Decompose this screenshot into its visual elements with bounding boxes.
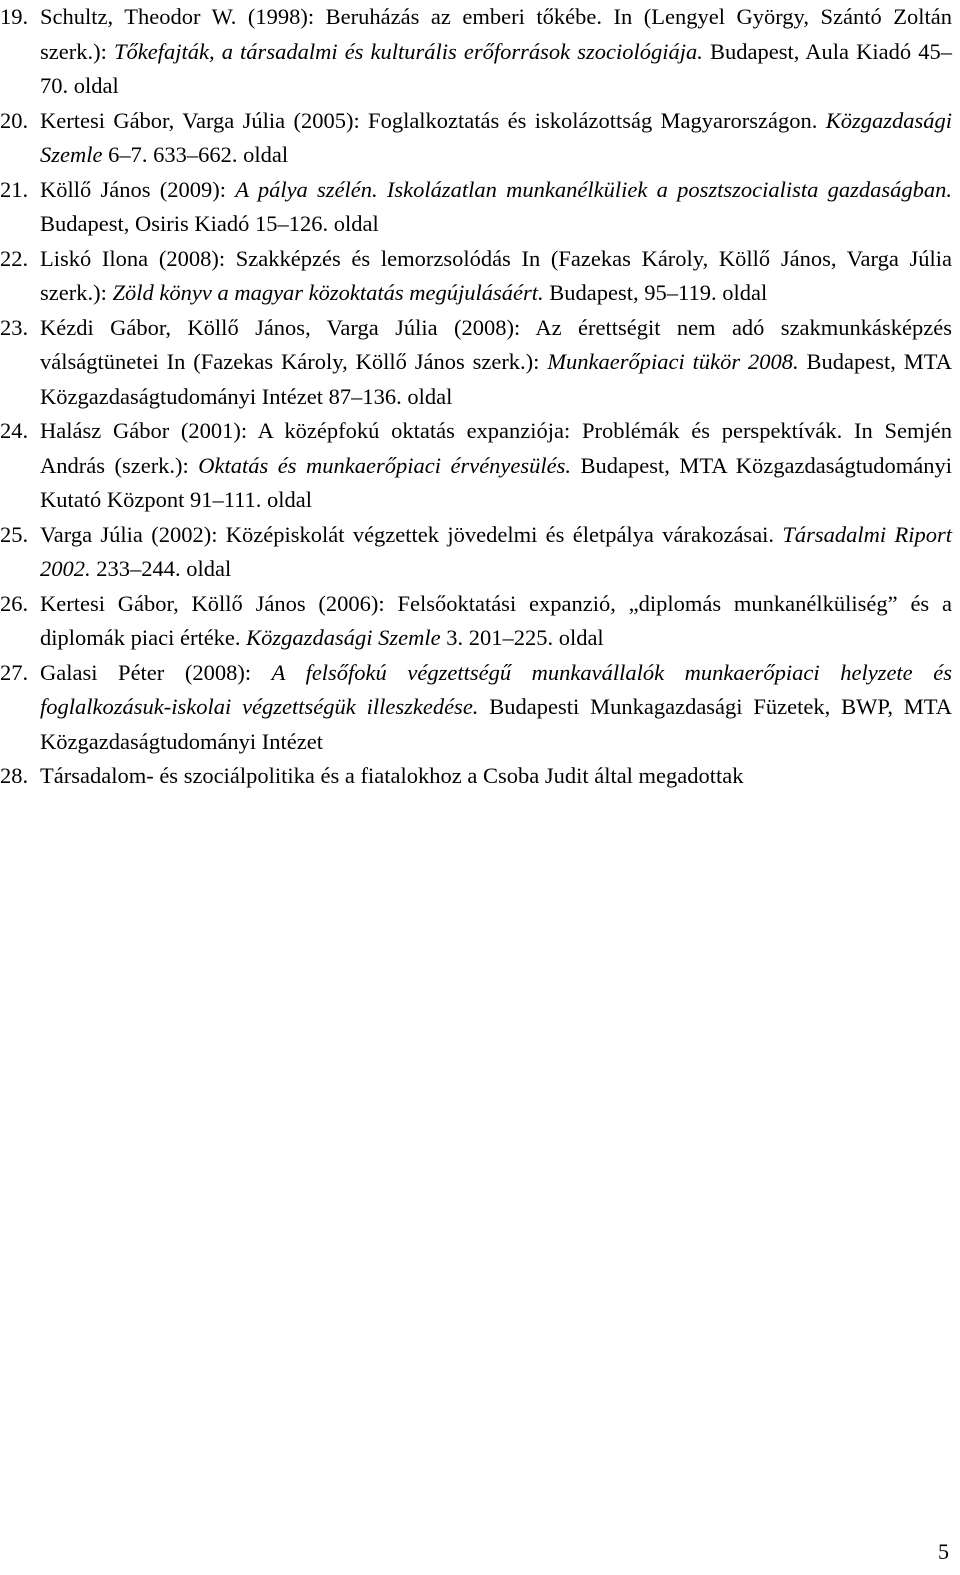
reference-item xyxy=(0,104,952,173)
reference-text-segment: 6–7. 633–662. oldal xyxy=(102,142,289,167)
reference-text-segment: Budapest, MTA Közgazdaságtudományi Intézet 87–136. oldal xyxy=(40,349,952,409)
reference-item xyxy=(0,311,952,415)
reference-text-segment: Kertesi Gábor, Varga Júlia (2005): Foglalkoztatás és iskolázottság Magyarországon. xyxy=(40,107,826,133)
reference-number: 27. xyxy=(0,659,29,685)
reference-text-segment: Budapesti Munkagazdasági Füzetek, BWP, MTA Közgazdaságtudományi Intézet xyxy=(40,694,952,754)
reference-text-segment: Társadalom- és szociálpolitika és a fiatalokhoz a Csoba Judit által megadottak xyxy=(40,763,744,788)
reference-text xyxy=(40,759,952,794)
reference-text-segment: Liskó Ilona (2008): Szakképzés és lemorzsolódás In (Fazekas Károly, Köllő János, Varga Júlia szerk.): xyxy=(40,245,952,305)
reference-text xyxy=(40,414,952,518)
reference-text-segment: Budapest, Osiris Kiadó 15–126. oldal xyxy=(40,211,379,236)
reference-text-segment: Budapest, 95–119. oldal xyxy=(543,280,768,305)
reference-item xyxy=(0,656,952,760)
reference-text-segment: Kertesi Gábor, Köllő János (2006): Felsőoktatási expanzió, „diplomás munkanélküliség” és a diplomák piaci értéke. xyxy=(40,590,952,650)
reference-title-italic: A pálya szélén. Iskolázatlan munkanélküliek a posztszocialista gazdaságban. xyxy=(235,176,952,202)
reference-text-segment: Halász Gábor (2001): A középfokú oktatás expanziója: Problémák és perspektívák. In Semjén András (szerk.): xyxy=(40,418,952,478)
reference-title-italic: Közgazdasági Szemle xyxy=(246,625,441,650)
reference-title-italic: Munkaerőpiaci tükör 2008. xyxy=(547,349,799,374)
reference-item xyxy=(0,242,952,311)
reference-text xyxy=(40,656,952,760)
reference-item xyxy=(0,173,952,242)
reference-item xyxy=(0,0,952,104)
reference-title-italic: Oktatás és munkaerőpiaci érvényesülés. xyxy=(198,452,572,478)
reference-text-segment: Köllő János (2009): xyxy=(40,176,236,202)
reference-text-segment: Galasi Péter (2008): xyxy=(40,659,272,685)
reference-item xyxy=(0,759,952,794)
reference-item xyxy=(0,518,952,587)
reference-number: 22. xyxy=(0,245,29,271)
reference-text-segment: Budapest, Aula Kiadó 45–70. oldal xyxy=(40,38,952,98)
reference-number: 23. xyxy=(0,314,29,340)
reference-text-segment: 3. 201–225. oldal xyxy=(440,625,604,650)
reference-number: 24. xyxy=(0,418,29,443)
reference-number: 26. xyxy=(0,590,29,616)
reference-text xyxy=(40,104,952,173)
reference-text-segment: Budapest, MTA Közgazdaságtudományi Kutató Központ 91–111. oldal xyxy=(40,452,952,512)
page-number: 5 xyxy=(938,1539,949,1564)
reference-title-italic: A felsőfokú végzettségű munkavállalók munkaerőpiaci helyzete és foglalkozásuk-iskolai végzettségük illeszkedése. xyxy=(40,659,952,719)
reference-number: 19. xyxy=(0,4,29,29)
reference-text xyxy=(40,173,952,242)
reference-text-segment: Varga Júlia (2002): Középiskolát végzettek jövedelmi és életpálya várakozásai. xyxy=(40,521,783,547)
reference-number: 20. xyxy=(0,107,29,133)
reference-title-italic: Zöld könyv a magyar közoktatás megújulásáért. xyxy=(112,280,544,305)
reference-text-segment: Schultz, Theodor W. (1998): Beruházás az emberi tőkébe. In (Lengyel György, Szántó Zoltán szerk.): xyxy=(40,4,952,64)
reference-text xyxy=(40,311,952,415)
reference-text xyxy=(40,0,952,104)
reference-title-italic: Tőkefajták, a társadalmi és kulturális erőforrások szociológiája. xyxy=(113,38,703,64)
reference-title-italic: Társadalmi Riport 2002. xyxy=(40,521,952,581)
reference-title-italic: Közgazdasági Szemle xyxy=(40,107,952,167)
reference-list xyxy=(0,0,952,794)
reference-text xyxy=(40,242,952,311)
reference-number: 25. xyxy=(0,521,29,547)
reference-text-segment: Kézdi Gábor, Köllő János, Varga Júlia (2008): Az érettségit nem adó szakmunkásképzés válságtünetei In (Fazekas Károly, Köllő János szerk.): xyxy=(40,314,952,374)
reference-item xyxy=(0,587,952,656)
reference-number: 28. xyxy=(0,763,29,788)
reference-text-segment: 233–244. oldal xyxy=(90,556,232,581)
reference-text xyxy=(40,518,952,587)
reference-number: 21. xyxy=(0,176,29,202)
reference-text xyxy=(40,587,952,656)
reference-item xyxy=(0,414,952,518)
